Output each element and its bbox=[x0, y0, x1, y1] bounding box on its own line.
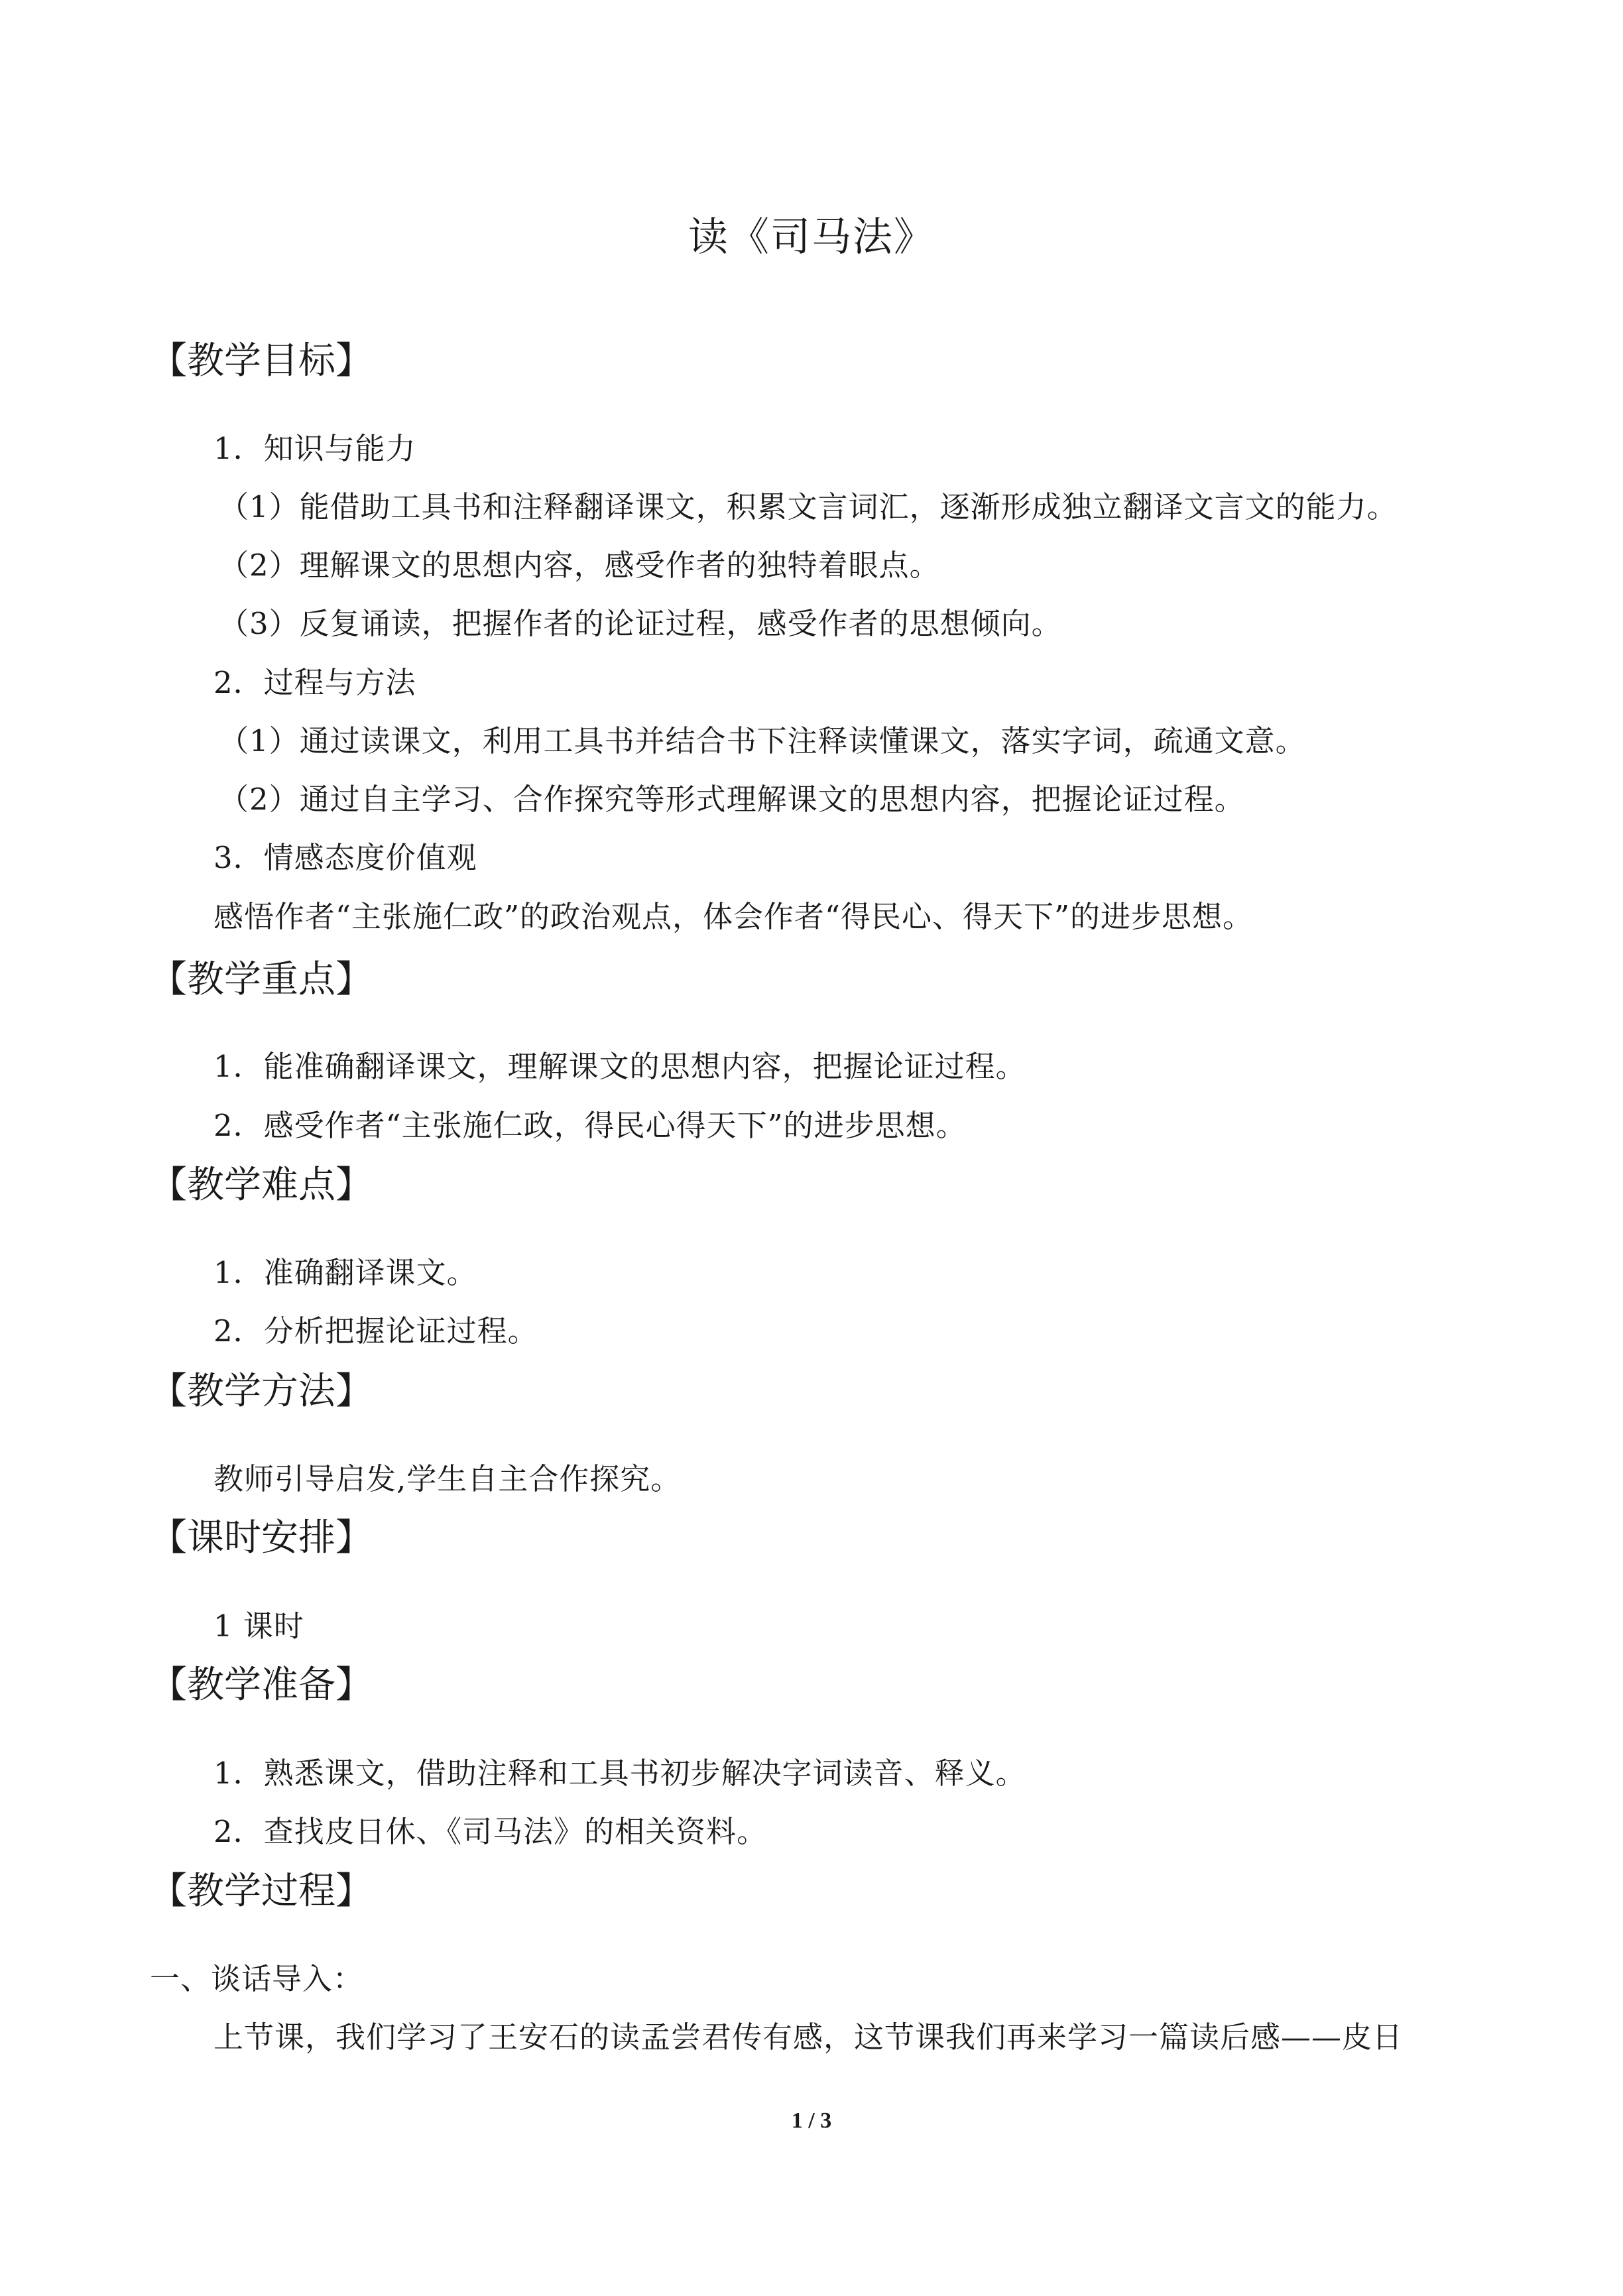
goals-line: （3）反复诵读，把握作者的论证过程，感受作者的思想倾向。 bbox=[219, 606, 1062, 641]
goals-line: 3．情感态度价值观 bbox=[213, 840, 477, 875]
key-points-line: 1．能准确翻译课文，理解课文的思想内容，把握论证过程。 bbox=[213, 1049, 1026, 1084]
difficulties-line: 1．准确翻译课文。 bbox=[213, 1255, 477, 1290]
goals-line: （1）能借助工具书和注释翻译课文，积累文言词汇，逐渐形成独立翻译文言文的能力。 bbox=[219, 489, 1398, 524]
goals-line: （2）通过自主学习、合作探究等形式理解课文的思想内容，把握论证过程。 bbox=[219, 782, 1245, 817]
difficulties-line: 2．分析把握论证过程。 bbox=[213, 1313, 538, 1349]
goals-line: 1．知识与能力 bbox=[213, 431, 416, 466]
section-heading-key-points: 【教学重点】 bbox=[150, 958, 373, 1001]
methods-line: 教师引导启发,学生自主合作探究。 bbox=[213, 1461, 682, 1496]
section-heading-methods: 【教学方法】 bbox=[150, 1370, 373, 1413]
preparation-line: 1．熟悉课文，借助注释和工具书初步解决字词读音、释义。 bbox=[213, 1756, 1026, 1791]
key-points-line: 2．感受作者“主张施仁政，得民心得天下”的进步思想。 bbox=[213, 1108, 967, 1143]
page-number: 1 / 3 bbox=[791, 2108, 832, 2133]
section-heading-goals: 【教学目标】 bbox=[150, 339, 373, 383]
goals-line: （2）理解课文的思想内容，感受作者的独特着眼点。 bbox=[219, 548, 940, 583]
section-heading-preparation: 【教学准备】 bbox=[150, 1663, 373, 1707]
section-heading-schedule: 【课时安排】 bbox=[150, 1516, 373, 1559]
goals-line: （1）通过读课文，利用工具书并结合书下注释读懂课文，落实字词，疏通文意。 bbox=[219, 723, 1306, 758]
goals-line: 2．过程与方法 bbox=[213, 665, 416, 700]
schedule-line: 1 课时 bbox=[213, 1608, 304, 1644]
section-heading-process: 【教学过程】 bbox=[150, 1870, 373, 1913]
process-line: 上节课，我们学习了王安石的读孟尝君传有感，这节课我们再来学习一篇读后感——皮日 bbox=[213, 2020, 1404, 2055]
goals-line: 感悟作者“主张施仁政”的政治观点，体会作者“得民心、得天下”的进步思想。 bbox=[213, 899, 1254, 934]
document-title: 读《司马法》 bbox=[688, 214, 935, 261]
preparation-line: 2．查找皮日休、《司马法》的相关资料。 bbox=[213, 1814, 768, 1849]
process-line: 一、谈话导入： bbox=[150, 1961, 364, 1996]
section-heading-difficulties: 【教学难点】 bbox=[150, 1164, 373, 1207]
